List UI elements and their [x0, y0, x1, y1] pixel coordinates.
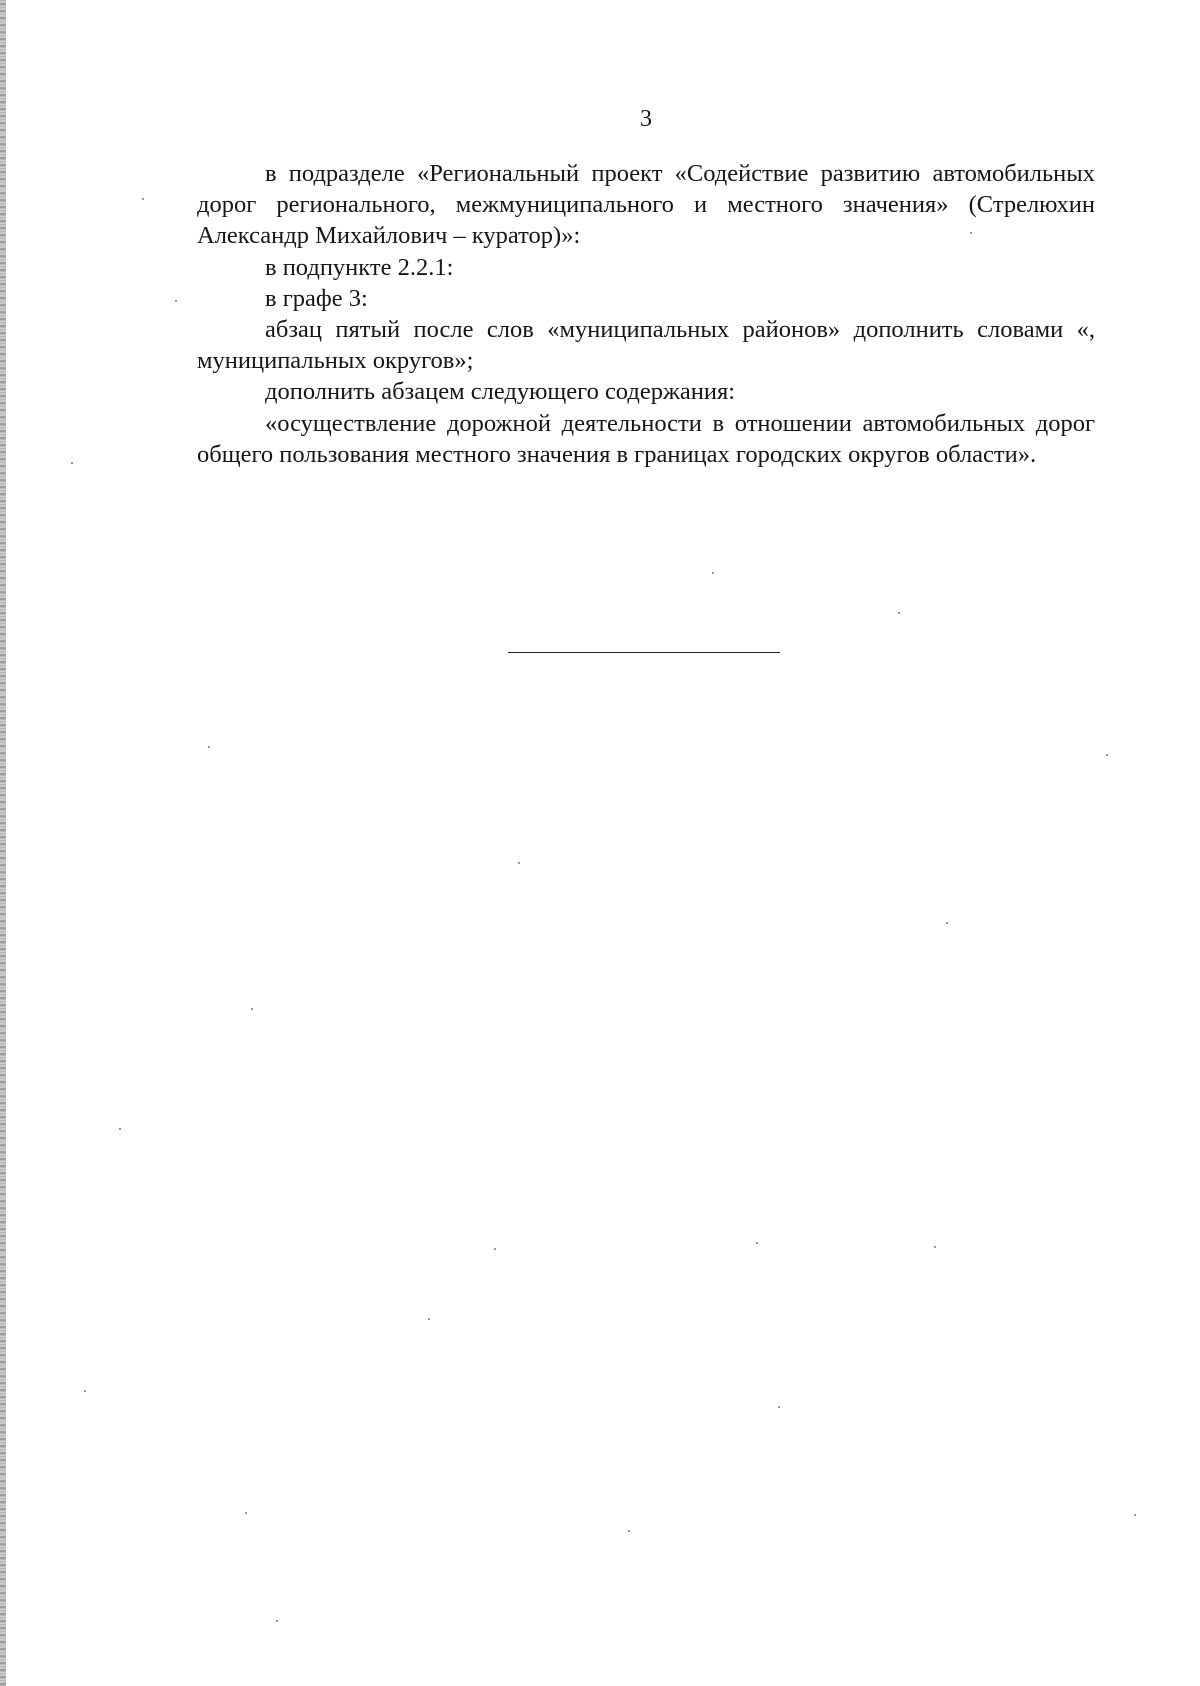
scan-speck — [970, 232, 972, 234]
page-number: 3 — [640, 106, 652, 132]
paragraph-column: в графе 3: — [265, 284, 368, 312]
document-body — [197, 158, 1095, 470]
scan-speck — [142, 198, 144, 200]
scan-speck — [208, 746, 210, 748]
separator-line — [508, 652, 780, 653]
scan-speck — [276, 1620, 278, 1622]
scan-speck — [245, 1512, 247, 1514]
scan-speck — [934, 1246, 936, 1248]
scan-speck — [1106, 754, 1108, 756]
paragraph-subsection: в подразделе «Региональный проект «Содействие развитию автомобильных дорог регионального, межмуниципального и местного значения» (Стрелюхин Александр Михайлович – куратор)»: — [197, 160, 1095, 250]
scan-speck — [712, 572, 714, 574]
paragraph-addition: дополнить абзацем следующего содержания: — [265, 378, 736, 406]
scan-speck — [71, 462, 73, 464]
paragraph-amendment: абзац пятый после слов «муниципальных районов» дополнить словами «, муниципальных округов»; — [197, 316, 1095, 375]
scan-speck — [518, 862, 520, 864]
scan-speck — [119, 1128, 121, 1130]
scan-speck — [175, 300, 177, 302]
scan-speck — [778, 1406, 780, 1408]
scan-border — [0, 0, 6, 1686]
paragraph-new-text: «осуществление дорожной деятельности в отношении автомобильных дорог общего пользования местного значения в границах городских округов области». — [197, 409, 1095, 468]
scan-speck — [428, 1318, 430, 1320]
scan-speck — [494, 1248, 496, 1250]
scan-speck — [1134, 1514, 1136, 1516]
scan-speck — [756, 1242, 758, 1244]
scan-speck — [898, 612, 900, 614]
scan-speck — [251, 1008, 253, 1010]
scan-speck — [946, 922, 948, 924]
paragraph-subitem: в подпункте 2.2.1: — [265, 253, 454, 281]
scan-speck — [628, 1530, 630, 1532]
scan-speck — [84, 1390, 86, 1392]
